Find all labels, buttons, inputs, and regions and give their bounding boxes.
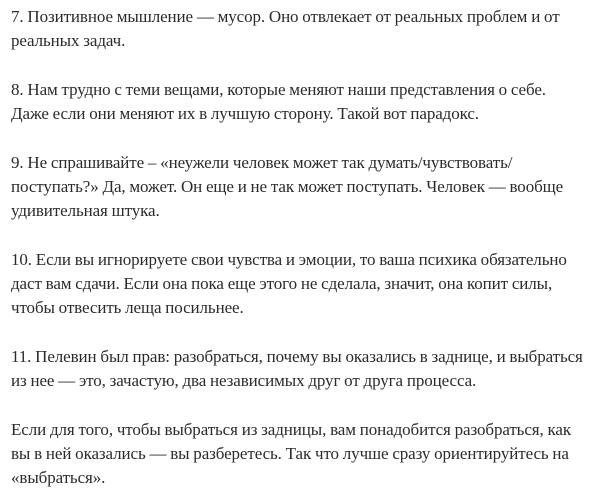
paragraph-line: 8. Нам трудно с теми вещами, которые меняют наши представления о себе. [11, 80, 546, 99]
paragraph-line: чтобы отвесить леща посильнее. [11, 298, 244, 317]
paragraph-line: 11. Пелевин был прав: разобраться, почему вы оказались в заднице, и выбраться [11, 347, 583, 366]
paragraph-line: 9. Не спрашивайте – «неужели человек может так думать/чувствовать/ [11, 153, 513, 172]
paragraph-line: поступать?» Да, может. Он еще и не так может поступать. Человек — вообще [11, 177, 564, 196]
paragraph-line: даст вам сдачи. Если она пока еще этого не сделала, значит, она копит силы, [11, 274, 553, 293]
paragraph-line: «выбраться». [11, 468, 106, 487]
paragraph-10 [11, 248, 594, 320]
paragraph-conclusion [11, 418, 594, 490]
paragraph-line: вы в ней оказались — вы разберетесь. Так что лучше сразу ориентируйтесь на [11, 444, 569, 463]
paragraph-7 [11, 5, 594, 53]
paragraph-9 [11, 151, 594, 223]
paragraph-11 [11, 345, 594, 393]
paragraph-line: 10. Если вы игнорируете свои чувства и эмоции, то ваша психика обязательно [11, 250, 567, 269]
paragraph-line: из нее — это, зачастую, два независимых друг от друга процесса. [11, 371, 477, 390]
paragraph-line: Даже если они меняют их в лучшую сторону. Такой вот парадокс. [11, 104, 479, 123]
paragraph-line: 7. Позитивное мышление — мусор. Оно отвлекает от реальных проблем и от [11, 7, 560, 26]
paragraph-8 [11, 78, 594, 126]
paragraph-line: удивительная штука. [11, 201, 160, 220]
paragraph-line: реальных задач. [11, 31, 126, 50]
paragraph-line: Если для того, чтобы выбраться из задницы, вам понадобится разобраться, как [11, 420, 571, 439]
